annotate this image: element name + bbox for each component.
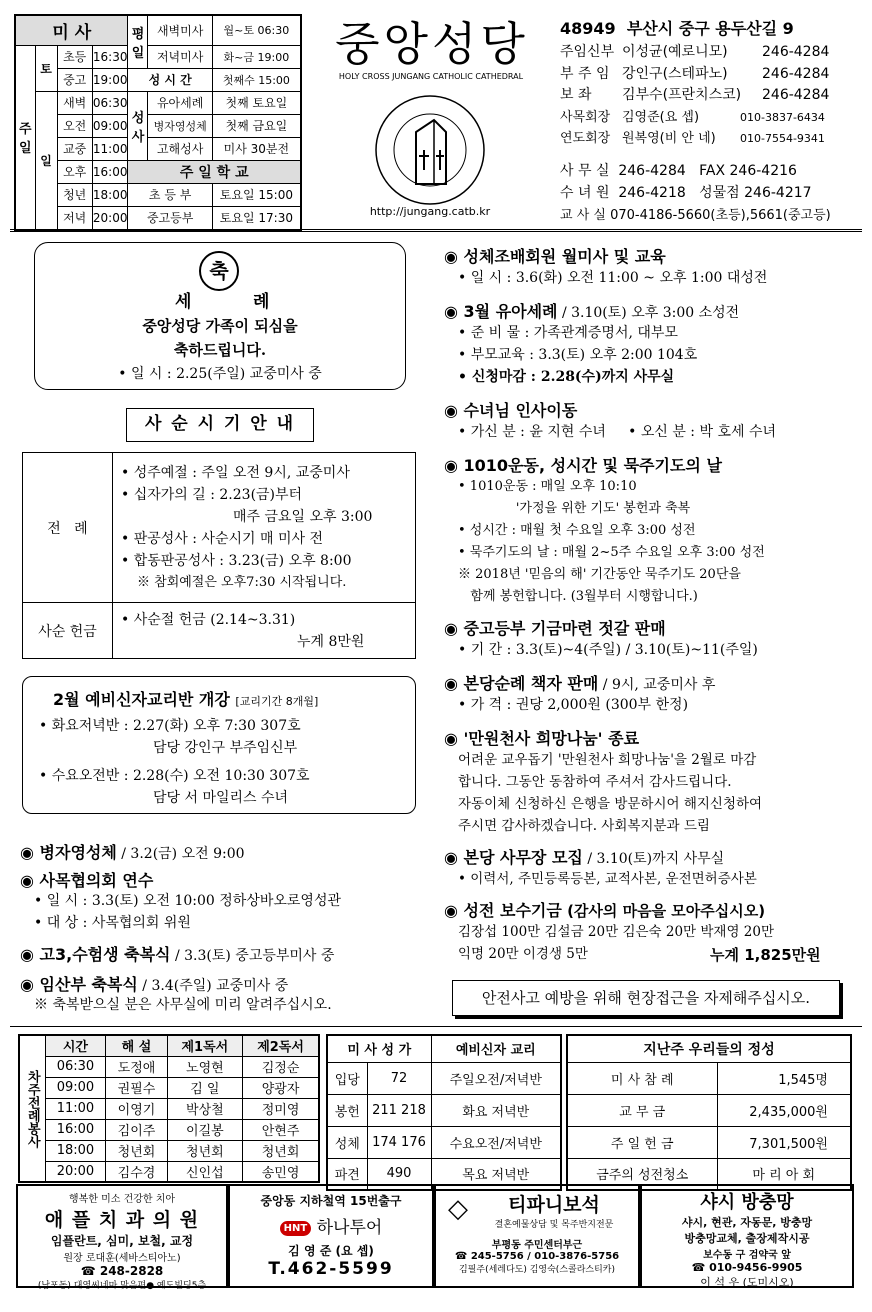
lent-item: • 십자가의 길 : 2.23(금)부터 xyxy=(121,486,303,503)
sun-row: 청년 18:00 xyxy=(57,183,128,206)
news-sub: 익명 20만 이경생 5만 xyxy=(458,946,588,962)
news-sub: 함께 봉헌합니다. (3월부터 시행합니다.) xyxy=(458,589,698,604)
evening-mass-label: 저녁미사 xyxy=(148,45,212,68)
class-name: 화요 저녁반 xyxy=(431,1094,561,1126)
news-item: ◉ 병자영성체 / 3.2(금) 오전 9:00 xyxy=(20,843,245,862)
ad-line: 하나투어 xyxy=(316,1218,383,1238)
class-name: 수요오전/저녁반 xyxy=(431,1126,561,1158)
sat-row: 중고 19:00 xyxy=(57,68,128,91)
convent-phone: 수 녀 원 246-4218 성물점 246-4217 xyxy=(560,185,812,201)
hymn-number: 174 176 xyxy=(367,1126,431,1158)
service-cell: 김정순 xyxy=(243,1056,319,1077)
lent-offering-item: • 사순절 헌금 (2.14~3.31) xyxy=(121,611,296,628)
news-item: ◉ '만원천사 희망나눔' 종료 xyxy=(444,729,640,748)
holy-hour-label: 성 시 간 xyxy=(128,68,212,91)
sunday-il-label: 일 xyxy=(35,91,57,230)
hymn-part: 입당 xyxy=(327,1062,367,1094)
ad-line: (남포동) 대영씨네마 맞은편● 예도빌딩5층 xyxy=(37,1281,207,1291)
news-item: ◉ 임산부 축복식 / 3.4(주일) 교중미사 중 xyxy=(20,975,289,994)
office-phone: 사 무 실 246-4284 FAX 246-4216 xyxy=(560,163,797,179)
news-sub: 어려운 교우돕기 '만원천사 희망나눔'을 2월로 마감 xyxy=(458,752,757,768)
service-table xyxy=(18,1034,320,1183)
school-time: 토요일 15:00 xyxy=(212,183,301,206)
sacrament-time: 첫째 금요일 xyxy=(212,114,301,137)
catechumen-line: • 수요오전반 : 2.28(수) 오전 10:30 307호 xyxy=(39,768,310,784)
sun-row: 교중 11:00 xyxy=(57,137,128,160)
safety-notice: 안전사고 예방을 위해 현장접근을 자제해주십시오. xyxy=(452,980,840,1016)
contact-row: 보 좌 김부수(프란치스코) 246-4284 xyxy=(560,87,830,103)
saturday-label: 토 xyxy=(35,45,57,91)
baptism-title-left: 세 xyxy=(175,292,192,312)
school-time: 토요일 17:30 xyxy=(212,206,301,230)
mass-schedule-table xyxy=(14,14,302,231)
ad-line: 임플란트, 심미, 보철, 교정 xyxy=(50,1234,194,1248)
service-header: 제2독서 xyxy=(243,1035,319,1056)
evening-mass-time: 화~금 19:00 xyxy=(212,45,301,68)
hymn-number: 72 xyxy=(367,1062,431,1094)
news-item: ◉ 고3,수험생 축복식 / 3.3(토) 중고등부미사 중 xyxy=(20,945,335,964)
news-item: ◉ 성체조배회원 월미사 및 교육 xyxy=(444,247,666,266)
news-sub: • 가신 분 : 윤 지현 수녀 • 오신 분 : 박 호세 수녀 xyxy=(458,424,776,440)
service-cell: 양광자 xyxy=(243,1077,319,1098)
lent-item: ※ 참회예절은 오후7:30 시작됩니다. xyxy=(137,574,347,590)
offering-label: 미 사 참 례 xyxy=(567,1062,717,1094)
ad-travel xyxy=(228,1184,434,1288)
service-header: 제1독서 xyxy=(167,1035,243,1056)
service-cell: 권필수 xyxy=(106,1077,167,1098)
lent-item: • 성주예절 : 주일 오전 9시, 교중미사 xyxy=(121,464,350,481)
ad-line: 애 플 치 과 의 원 xyxy=(44,1209,200,1231)
service-cell: 이길봉 xyxy=(167,1119,243,1140)
sacrament-label: 성사 xyxy=(128,91,148,160)
diamond-icon: ◇ xyxy=(448,1194,468,1224)
service-cell: 정미영 xyxy=(243,1098,319,1119)
news-sub: • 이력서, 주민등록등본, 교적사본, 운전면허증사본 xyxy=(458,871,757,887)
hymn-part: 성체 xyxy=(327,1126,367,1158)
lent-offering-total: 누계 8만원 xyxy=(297,633,365,650)
hymn-number: 211 218 xyxy=(367,1094,431,1126)
contact-row: 연도회장 원복영(비 안 네) 010-7554-9341 xyxy=(560,131,825,146)
ad-logo-row xyxy=(230,1213,432,1238)
school-name: 중고등부 xyxy=(128,206,212,230)
ad-line: 김 영 준 (요 셉) xyxy=(288,1244,374,1258)
service-cell: 안현주 xyxy=(243,1119,319,1140)
service-cell: 18:00 xyxy=(45,1140,106,1161)
news-sub: • 준 비 물 : 가족관계증명서, 대부모 xyxy=(458,325,678,341)
ad-sash xyxy=(640,1184,854,1288)
news-sub: • 성시간 : 매월 첫 수요일 오후 3:00 성전 xyxy=(458,523,696,538)
catechumen-line: • 화요저녁반 : 2.27(화) 오후 7:30 307호 xyxy=(39,718,301,734)
ad-line: 티파니보석 xyxy=(508,1194,600,1216)
sun-row: 오전 09:00 xyxy=(57,114,128,137)
hymn-part: 파견 xyxy=(327,1158,367,1190)
left-news xyxy=(20,840,430,1016)
teacher-phone: 교 사 실 070-4186-5660(초등),5661(중고등) xyxy=(560,208,831,223)
contact-row: 주임신부 이성균(예로니모) 246-4284 xyxy=(560,44,830,60)
news-sub: • 신청마감 : 2.28(수)까지 사무실 xyxy=(458,369,675,385)
news-item: ◉ 사목협의회 연수 xyxy=(20,871,154,890)
celebration-icon: 축 xyxy=(199,251,239,291)
baptism-line3: • 일 시 : 2.25(주일) 교중미사 중 xyxy=(118,366,322,382)
service-cell: 도정애 xyxy=(106,1056,167,1077)
hymn-header: 미 사 성 가 xyxy=(327,1035,431,1062)
news-sub: • 부모교육 : 3.3(토) 오후 2:00 104호 xyxy=(458,347,698,363)
news-sub: • 일 시 : 3.6(화) 오전 11:00 ~ 오후 1:00 대성전 xyxy=(458,270,768,286)
catechumen-box xyxy=(22,676,416,814)
sun-row: 오후 16:00 xyxy=(57,160,128,183)
holy-hour-time: 첫째수 15:00 xyxy=(212,68,301,91)
lent-label-liturgy: 전 례 xyxy=(23,453,113,603)
offering-title: 지난주 우리들의 정성 xyxy=(567,1035,851,1062)
catechumen-line: 담당 서 마일리스 수녀 xyxy=(153,790,289,806)
news-item: ◉ 중고등부 기금마련 젓갈 판매 xyxy=(444,619,666,638)
sunday-label: 주일 xyxy=(15,45,35,230)
ad-line: 결혼예물상담 및 목주반지전문 xyxy=(494,1220,614,1230)
church-title-en: HOLY CROSS JUNGANG CATHOLIC CATHEDRAL xyxy=(338,72,524,81)
contact-row: 부 주 임 강인구(스테파노) 246-4284 xyxy=(560,65,830,82)
service-cell: 박상철 xyxy=(167,1098,243,1119)
header-divider xyxy=(10,229,862,232)
bottom-divider xyxy=(10,1026,862,1027)
sacrament-time: 첫째 토요일 xyxy=(212,91,301,114)
ad-line: 원장 로대훈(세바스티아노) xyxy=(63,1253,181,1264)
baptism-box xyxy=(34,242,406,390)
sacrament-name: 병자영성체 xyxy=(148,114,212,137)
news-sub: • 가 격 : 권당 2,000원 (300부 한정) xyxy=(458,697,689,713)
church-logo xyxy=(372,92,488,208)
news-sub: 자동이체 신청하신 은행을 방문하시어 해지신청하여 xyxy=(458,796,763,812)
ad-line: 샤시 방충망 xyxy=(700,1192,794,1213)
offering-value: 2,435,000원 xyxy=(717,1094,851,1126)
church-url: http://jungang.catb.kr xyxy=(369,205,491,218)
dawn-mass-time: 월~토 06:30 xyxy=(212,15,301,45)
sun-row: 새벽 06:30 xyxy=(57,91,128,114)
service-cell: 이영기 xyxy=(106,1098,167,1119)
class-name: 목요 저녁반 xyxy=(431,1158,561,1190)
ad-line: 중앙동 지하철역 15번출구 xyxy=(260,1194,402,1208)
service-cell: 청년회 xyxy=(167,1140,243,1161)
weekday-label: 평일 xyxy=(128,15,148,68)
service-cell: 노영현 xyxy=(167,1056,243,1077)
news-sub: 합니다. 그동안 동참하여 주셔서 감사드립니다. xyxy=(458,774,732,790)
ad-line: ☎ 248-2828 xyxy=(80,1264,164,1278)
news-item: ◉ 수녀님 인사이동 xyxy=(444,401,578,420)
service-cell: 청년회 xyxy=(106,1140,167,1161)
address: 48949 부산시 중구 용두산길 9 xyxy=(560,19,794,38)
news-sub: • 대 상 : 사목협의회 위원 xyxy=(34,915,191,931)
offering-table xyxy=(566,1034,852,1191)
fund-total: 누계 1,825만원 xyxy=(710,946,821,964)
catechumen-line: 담당 강인구 부주임신부 xyxy=(153,740,298,756)
ad-dental xyxy=(16,1184,228,1291)
news-item: ◉ 본당 사무장 모집 / 3.10(토)까지 사무실 xyxy=(444,848,725,867)
lent-liturgy-cell xyxy=(113,453,416,603)
offering-value: 마 리 아 회 xyxy=(717,1158,851,1190)
catechumen-title: 2월 예비신자교리반 개강 [교리기간 8개월] xyxy=(53,690,319,709)
lent-item: • 판공성사 : 사순시기 매 미사 전 xyxy=(121,530,323,547)
hymn-part: 봉헌 xyxy=(327,1094,367,1126)
ad-line: ☎ 010-9456-9905 xyxy=(691,1261,803,1274)
news-sub: 김장섭 100만 김설금 20만 김은숙 20만 박재영 20만 xyxy=(458,924,774,940)
ad-line: 방충망교체, 출장제작시공 xyxy=(684,1232,810,1245)
service-cell: 김 일 xyxy=(167,1077,243,1098)
news-item: ◉ 본당순례 책자 판매 / 9시, 교중미사 후 xyxy=(444,674,716,693)
news-item: ◉ 1010운동, 성시간 및 묵주기도의 날 xyxy=(444,456,722,475)
news-item: ◉ 3월 유아세례 / 3.10(토) 오후 3:00 소성전 xyxy=(444,302,740,321)
misa-header: 미 사 xyxy=(15,15,128,45)
lent-table xyxy=(22,452,416,659)
sunday-school-header: 주 일 학 교 xyxy=(128,160,301,183)
offering-label: 교 무 금 xyxy=(567,1094,717,1126)
news-sub: 주시면 감사하겠습니다. 사회복지분과 드림 xyxy=(458,818,710,834)
sun-row: 저녁 20:00 xyxy=(57,206,128,230)
church-title: 중앙성당 xyxy=(335,17,529,71)
service-cell: 신인섭 xyxy=(167,1161,243,1182)
dawn-mass-label: 새벽미사 xyxy=(148,15,212,45)
offering-value: 1,545명 xyxy=(717,1062,851,1094)
sacrament-name: 고해성사 xyxy=(148,137,212,160)
lent-item: • 합동판공성사 : 3.23(금) 오후 8:00 xyxy=(121,552,352,569)
hnt-logo: HNT xyxy=(280,1221,312,1236)
offering-label: 주 일 헌 금 xyxy=(567,1126,717,1158)
ad-line: ☎ 245-5756 / 010-3876-5756 xyxy=(454,1251,620,1262)
ad-line: 김필주(세레다도) 김영숙(스콜라스티카) xyxy=(458,1265,615,1275)
service-cell: 청년회 xyxy=(243,1140,319,1161)
hymn-table xyxy=(326,1034,562,1191)
sacrament-time: 미사 30분전 xyxy=(212,137,301,160)
service-cell: 11:00 xyxy=(45,1098,106,1119)
offering-label: 금주의 성전청소 xyxy=(567,1158,717,1190)
news-sub: • 기 간 : 3.3(토)~4(주일) / 3.10(토)~11(주일) xyxy=(458,642,758,658)
news-sub: '가정을 위한 기도' 봉헌과 축복 xyxy=(458,501,691,516)
ad-jewelry xyxy=(434,1184,640,1288)
ad-line: 샤시, 현관, 자동문, 방충망 xyxy=(681,1216,813,1229)
news-sub: ※ 2018년 '믿음의 해' 기간동안 묵주기도 20단을 xyxy=(458,567,741,582)
ad-line: 이 석 우 (도미시오) xyxy=(700,1276,794,1289)
service-cell: 김수경 xyxy=(106,1161,167,1182)
ad-line: 보수동 구 검약국 앞 xyxy=(703,1250,791,1261)
service-cell: 16:00 xyxy=(45,1119,106,1140)
news-sub: • 1010운동 : 매일 오후 10:10 xyxy=(458,479,637,494)
service-cell: 송민영 xyxy=(243,1161,319,1182)
baptism-title-right: 례 xyxy=(253,292,270,312)
news-sub: • 묵주기도의 날 : 매월 2~5주 수요일 오후 3:00 성전 xyxy=(458,545,765,560)
class-name: 주일오전/저녁반 xyxy=(431,1062,561,1094)
baptism-line1: 중앙성당 가족이 되심을 xyxy=(142,317,298,335)
service-cell: 06:30 xyxy=(45,1056,106,1077)
right-news xyxy=(444,244,860,965)
contacts-list xyxy=(560,42,860,150)
news-item: ◉ 성전 보수기금 (감사의 마음을 모아주십시오) xyxy=(444,901,766,920)
ad-line: 부평동 주민센터부근 xyxy=(491,1240,583,1251)
service-cell: 김이주 xyxy=(106,1119,167,1140)
sacrament-name: 유아세례 xyxy=(148,91,212,114)
contact-row: 사목회장 김영준(요 셉) 010-3837-6434 xyxy=(560,109,825,125)
offering-value: 7,301,500원 xyxy=(717,1126,851,1158)
service-header: 시간 xyxy=(45,1035,106,1056)
news-sub: ※ 축복받으실 분은 사무실에 미리 알려주십시오. xyxy=(34,997,332,1013)
lent-offering-cell xyxy=(113,603,416,659)
news-sub: • 일 시 : 3.3(토) 오전 10:00 정하상바오로영성관 xyxy=(34,893,341,909)
service-header: 해 설 xyxy=(106,1035,167,1056)
ad-line: T.462-5599 xyxy=(268,1259,394,1279)
service-label: 차주전례봉사 xyxy=(19,1035,45,1182)
school-name: 초 등 부 xyxy=(128,183,212,206)
service-cell: 09:00 xyxy=(45,1077,106,1098)
lent-title: 사 순 시 기 안 내 xyxy=(126,408,314,442)
lent-item: 매주 금요일 오후 3:00 xyxy=(233,508,373,525)
class-header: 예비신자 교리 xyxy=(431,1035,561,1062)
lent-label-offering: 사순 헌금 xyxy=(23,603,113,659)
baptism-line2: 축하드립니다. xyxy=(173,341,267,359)
hymn-number: 490 xyxy=(367,1158,431,1190)
ad-line: 행복한 미소 건강한 치아 xyxy=(68,1194,176,1205)
service-cell: 20:00 xyxy=(45,1161,106,1182)
sat-row: 초등 16:30 xyxy=(57,45,128,68)
